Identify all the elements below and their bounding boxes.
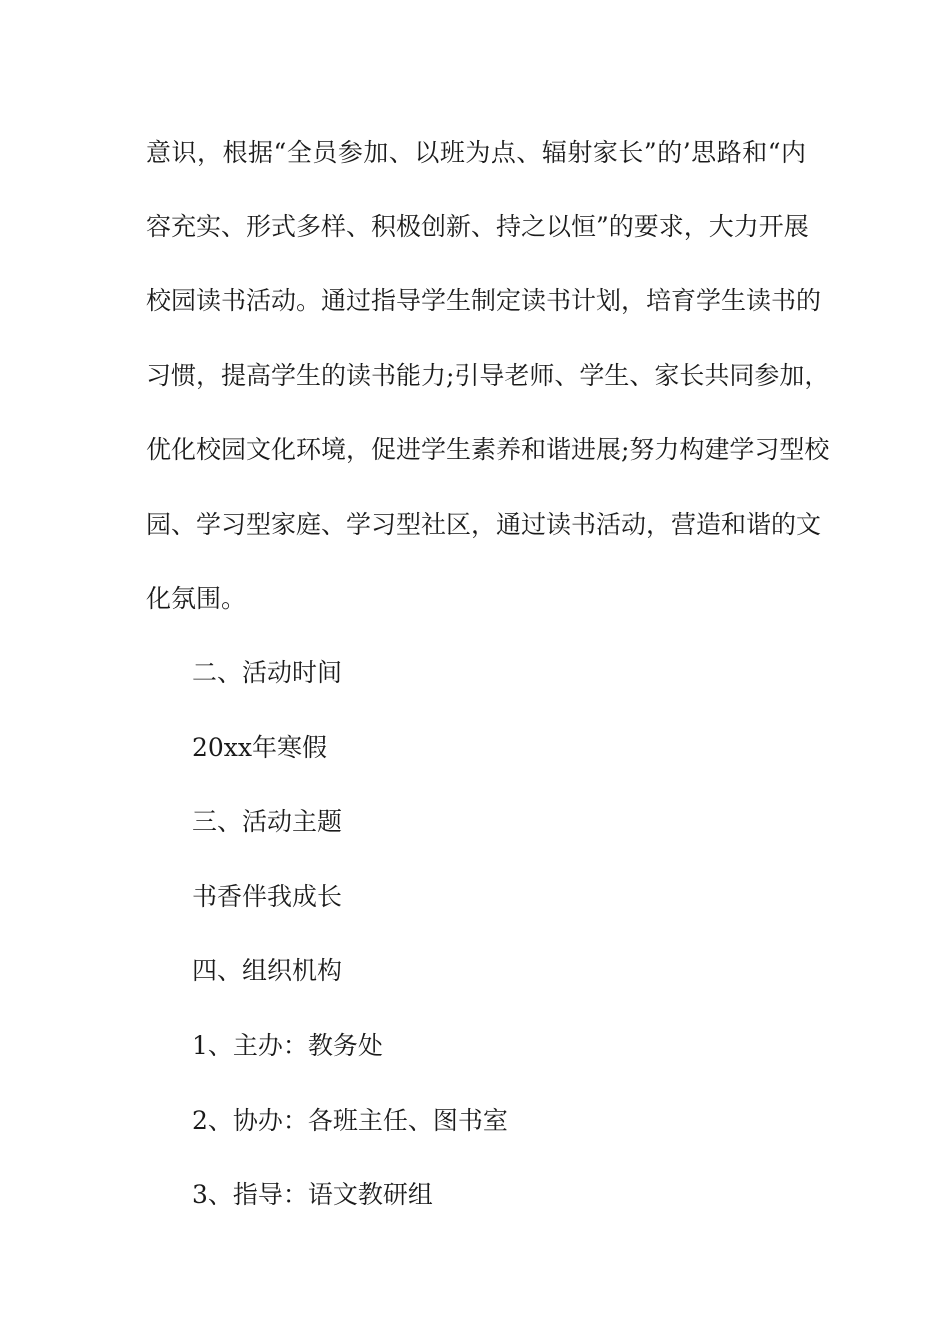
org-item-1: 1、主办：教务处	[192, 1031, 383, 1060]
org-item-3: 3、指导：语文教研组	[192, 1180, 433, 1209]
section-org-heading: 四、组织机构	[192, 956, 343, 985]
paragraph-line-3: 校园读书活动。通过指导学生制定读书计划，培育学生读书的	[146, 286, 822, 315]
section-time-heading: 二、活动时间	[192, 658, 343, 687]
paragraph-line-4: 习惯，提高学生的读书能力;引导老师、学生、家长共同参加，	[146, 361, 830, 390]
paragraph-line-7: 化氛围。	[146, 584, 247, 613]
paragraph-line-5: 优化校园文化环境，促进学生素养和谐进展;努力构建学习型校	[146, 435, 830, 464]
paragraph-line-2: 容充实、形式多样、积极创新、持之以恒”的要求，大力开展	[146, 212, 809, 241]
section-theme-heading: 三、活动主题	[192, 807, 343, 836]
section-theme-value: 书香伴我成长	[192, 882, 343, 911]
paragraph-line-1: 意识，根据“全员参加、以班为点、辐射家长”的’思路和“内	[146, 138, 806, 167]
paragraph-line-6: 园、学习型家庭、学习型社区，通过读书活动，营造和谐的文	[146, 510, 822, 539]
section-time-value: 20xx年寒假	[192, 733, 328, 762]
org-item-2: 2、协办：各班主任、图书室	[192, 1106, 508, 1135]
